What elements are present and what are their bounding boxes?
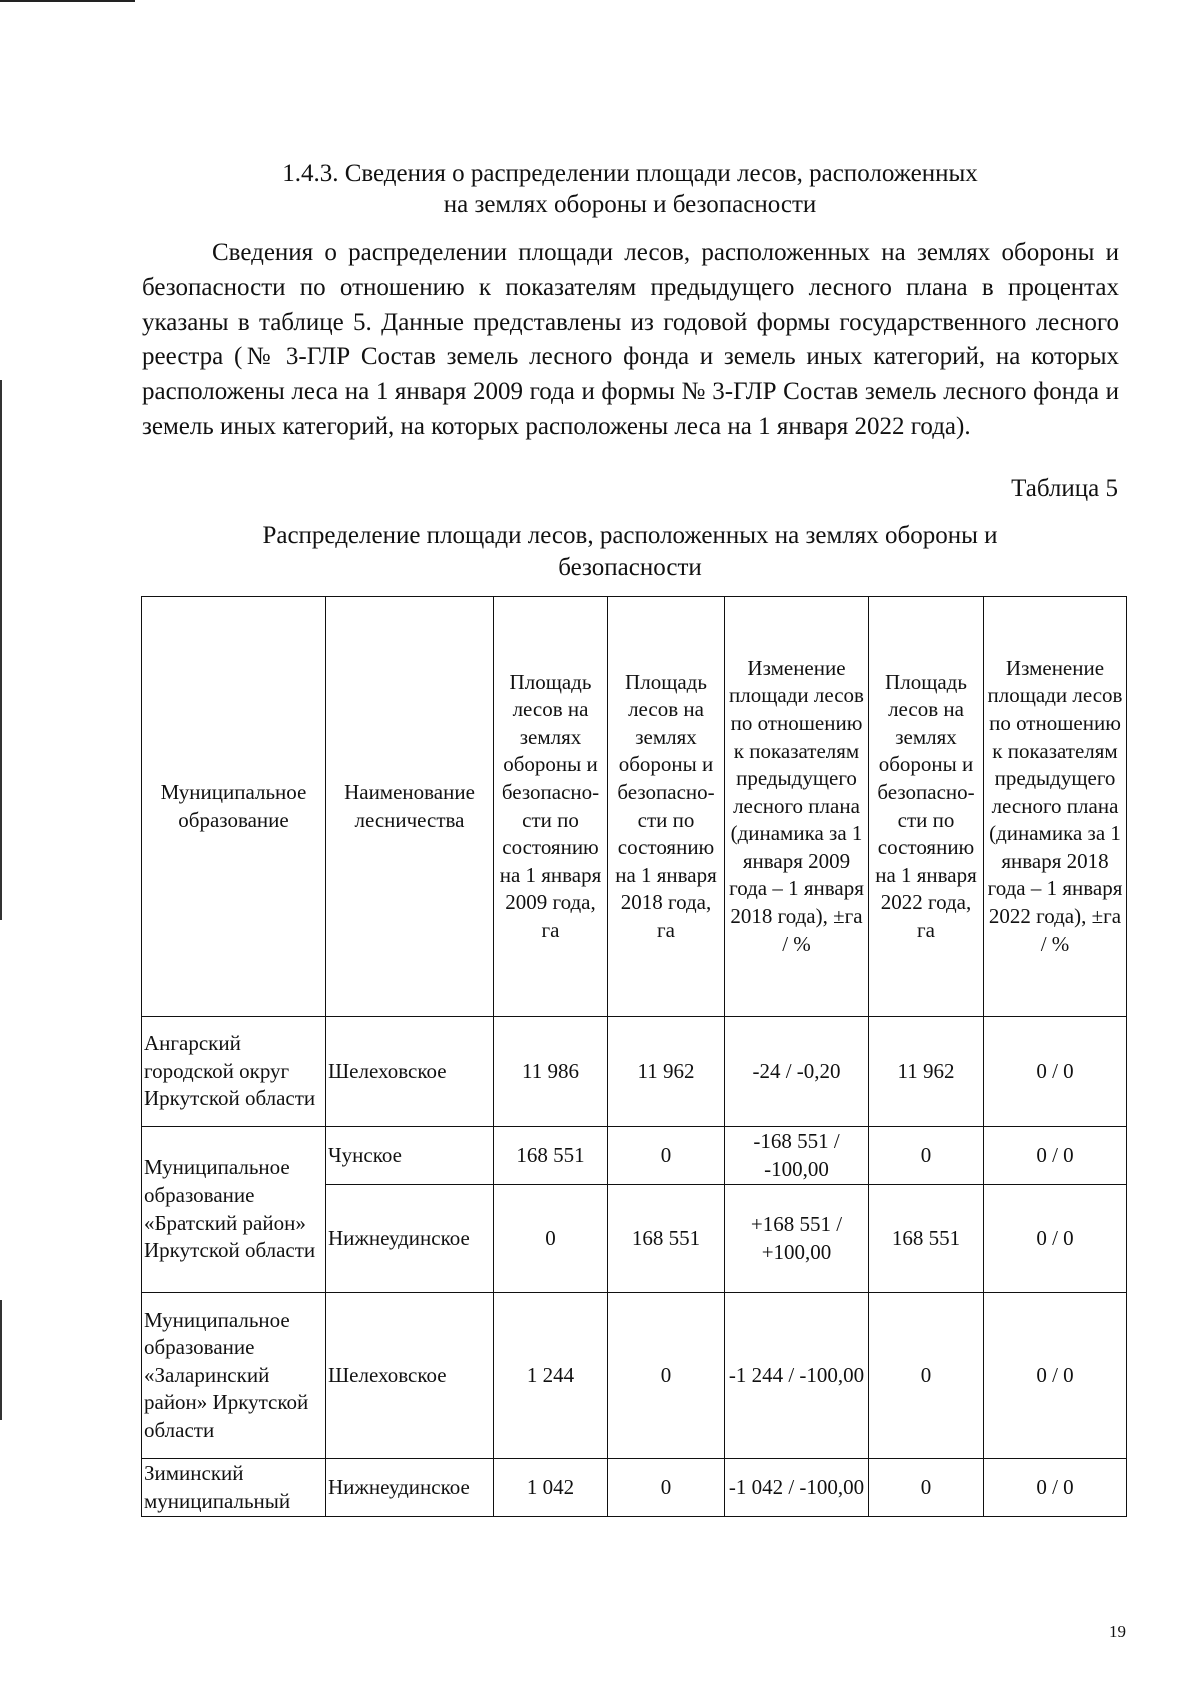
- table-row: [142, 1293, 1127, 1459]
- cell-forestry: Шелеховское: [326, 1017, 494, 1127]
- cell-area-2018: 0: [608, 1293, 725, 1459]
- table-number-label: Таблица 5: [1011, 475, 1118, 502]
- scan-edge-line: [0, 0, 135, 2]
- cell-area-2022: 0: [869, 1293, 984, 1459]
- cell-area-2009: 168 551: [494, 1127, 608, 1185]
- cell-forestry: Нижнеудинское: [326, 1459, 494, 1517]
- cell-area-2022: 0: [869, 1459, 984, 1517]
- cell-area-2022: 168 551: [869, 1185, 984, 1293]
- table-row: [142, 1017, 1127, 1127]
- table-header-row: [142, 597, 1127, 1017]
- cell-area-2009: 1 042: [494, 1459, 608, 1517]
- section-heading: [140, 158, 1120, 220]
- cell-area-2018: 11 962: [608, 1017, 725, 1127]
- table-title-line-1: Распределение площади лесов, расположенных на землях обороны и: [262, 522, 998, 549]
- cell-area-2009: 0: [494, 1185, 608, 1293]
- header-area-2009: Площадь лесов на землях обороны и безопасно-сти по состоянию на 1 января 2009 года, га: [494, 597, 608, 1017]
- intro-text: Сведения о распределении площади лесов, расположенных на землях обороны и безопасности по отношению к показателям предыдущего лесного плана в процентах указаны в таблице 5. Данные представлены из годовой формы государственного лесного реестра (№ 3-ГЛР Состав земель лесного фонда и земель иных категорий, на которых расположены леса на 1 января 2009 года и формы № 3-ГЛР Состав земель лесного фонда и земель иных категорий, на которых расположены леса на 1 января 2022 года).: [142, 239, 1119, 440]
- table-title: [140, 520, 1120, 584]
- cell-area-2009: 11 986: [494, 1017, 608, 1127]
- table-title-line-2: безопасности: [558, 554, 702, 581]
- forest-area-table: [141, 596, 1127, 1517]
- table-row: [142, 1459, 1127, 1517]
- cell-change-2018-2022: 0 / 0: [984, 1017, 1127, 1127]
- cell-area-2022: 0: [869, 1127, 984, 1185]
- scan-edge-line: [0, 380, 2, 920]
- cell-municipality: Муниципальное образование «Братский район» Иркутской области: [142, 1127, 326, 1293]
- cell-change-2009-2018: -1 244 / -100,00: [725, 1293, 869, 1459]
- cell-forestry: Нижнеудинское: [326, 1185, 494, 1293]
- table-row: [142, 1127, 1127, 1185]
- cell-area-2022: 11 962: [869, 1017, 984, 1127]
- header-municipality: Муниципальное образование: [142, 597, 326, 1017]
- cell-municipality: Зиминский муниципальный: [142, 1459, 326, 1517]
- header-forestry: Наименование лесничества: [326, 597, 494, 1017]
- cell-change-2018-2022: 0 / 0: [984, 1127, 1127, 1185]
- scan-edge-line: [0, 1300, 2, 1420]
- cell-change-2018-2022: 0 / 0: [984, 1459, 1127, 1517]
- cell-forestry: Чунское: [326, 1127, 494, 1185]
- intro-paragraph: [142, 236, 1119, 445]
- cell-forestry: Шелеховское: [326, 1293, 494, 1459]
- header-change-2009-2018: Изменение площади лесов по отношению к показателям предыдущего лесного плана (динамика за 1 января 2009 года – 1 января 2018 года), ±га / %: [725, 597, 869, 1017]
- cell-area-2018: 168 551: [608, 1185, 725, 1293]
- header-area-2018: Площадь лесов на землях обороны и безопасно-сти по состоянию на 1 января 2018 года, га: [608, 597, 725, 1017]
- cell-municipality: Муниципальное образование «Заларинский район» Иркутской области: [142, 1293, 326, 1459]
- cell-area-2018: 0: [608, 1127, 725, 1185]
- cell-change-2018-2022: 0 / 0: [984, 1293, 1127, 1459]
- section-heading-line-1: 1.4.3. Сведения о распределении площади лесов, расположенных: [282, 160, 978, 187]
- cell-change-2009-2018: -24 / -0,20: [725, 1017, 869, 1127]
- cell-change-2009-2018: -168 551 / -100,00: [725, 1127, 869, 1185]
- cell-change-2009-2018: -1 042 / -100,00: [725, 1459, 869, 1517]
- cell-area-2009: 1 244: [494, 1293, 608, 1459]
- cell-area-2018: 0: [608, 1459, 725, 1517]
- section-heading-line-2: на землях обороны и безопасности: [443, 191, 817, 218]
- cell-municipality: Ангарский городской округ Иркутской области: [142, 1017, 326, 1127]
- header-area-2022: Площадь лесов на землях обороны и безопасно-сти по состоянию на 1 января 2022 года, га: [869, 597, 984, 1017]
- header-change-2018-2022: Изменение площади лесов по отношению к показателям предыдущего лесного плана (динамика за 1 января 2018 года – 1 января 2022 года), ±га / %: [984, 597, 1127, 1017]
- page-number: 19: [1109, 1622, 1126, 1641]
- cell-change-2018-2022: 0 / 0: [984, 1185, 1127, 1293]
- cell-change-2009-2018: +168 551 / +100,00: [725, 1185, 869, 1293]
